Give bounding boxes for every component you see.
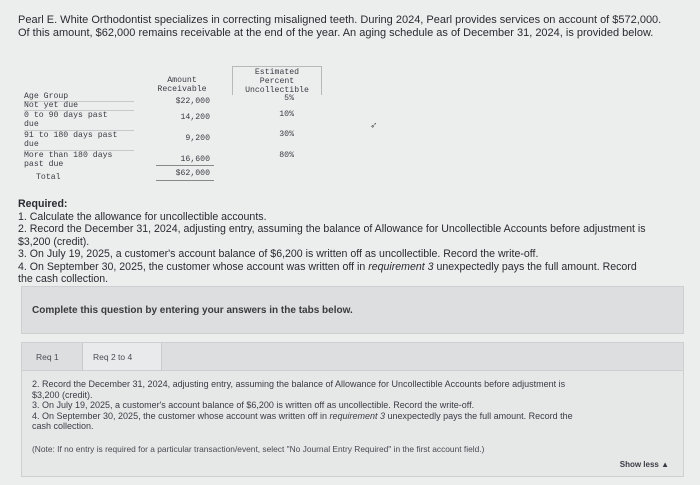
total-label: Total (36, 173, 61, 182)
row-label: 91 to 180 days past due (24, 131, 118, 149)
tab-content (21, 370, 684, 477)
total-amount: $62,000 (175, 169, 210, 178)
tab-req-1[interactable]: Req 1 (26, 343, 86, 371)
tab-content-text: 2. Record the December 31, 2024, adjusting entry, assuming the balance of Allowance for Uncollectible Accounts before adjustment is $3,200 (credit). 3. On July 19, 2025, a customer's account balance of $6,200 is written off as uncollectible. Record the write-off. 4. On September 30, 2025, the customer whose account was written off in requirement 3 unexpectedly pays the full amount. Record the cash collection. (32, 379, 573, 432)
required-item-4: 4. On September 30, 2025, the customer whose account was written off in requirement 3 unexpectedly pays the full amount. Record (18, 260, 637, 273)
mouse-cursor-icon: ➶ (370, 120, 378, 130)
row-percent: 80% (279, 151, 294, 160)
aging-schedule-table (24, 58, 324, 188)
instructions-text: Complete this question by entering your answers in the tabs below. (32, 305, 353, 316)
row-label: More than 180 days past due (24, 151, 113, 169)
row-label: 0 to 90 days past due (24, 111, 108, 129)
row-amount: 9,200 (185, 134, 210, 143)
required-item-1: 1. Calculate the allowance for uncollectible accounts. (18, 210, 267, 223)
instructions-panel (21, 286, 684, 334)
row-percent: 30% (279, 130, 294, 139)
tab-req-2-to-4[interactable]: Req 2 to 4 (82, 343, 162, 371)
required-section (18, 198, 683, 286)
required-item-2: 2. Record the December 31, 2024, adjusting entry, assuming the balance of Allowance for Uncollectible Accounts before adjustment is (18, 223, 646, 235)
total-rule (156, 180, 214, 181)
age-group-header: Age Group (24, 92, 69, 101)
intro-line-1: Pearl E. White Orthodontist specializes in correcting misaligned teeth. During 2024, Pearl provides services on account of $572,000. (18, 14, 662, 26)
row-amount: $22,000 (175, 97, 210, 106)
requirement-tabs (21, 342, 684, 371)
required-item-2-cont: $3,200 (credit). (18, 235, 90, 248)
problem-intro (18, 14, 678, 40)
required-item-4-cont: the cash collection. (18, 273, 109, 285)
required-title: Required: (18, 198, 68, 210)
row-percent: 10% (279, 110, 294, 119)
intro-line-2: Of this amount, $62,000 remains receivable at the end of the year. An aging schedule as of December 31, 2024, is provided below. (18, 27, 654, 39)
required-item-3: 3. On July 19, 2025, a customer's account balance of $6,200 is written off as uncollectible. Record the write-off. (18, 248, 539, 260)
total-rule (156, 165, 214, 166)
row-percent: 5% (284, 94, 294, 103)
estimated-percent-header: Estimated Percent Uncollectible (232, 66, 322, 95)
amount-receivable-header: Amount Receivable (157, 76, 207, 94)
row-amount: 16,600 (180, 155, 210, 164)
row-amount: 14,200 (180, 113, 210, 122)
journal-entry-note: (Note: If no entry is required for a particular transaction/event, select "No Journal Entry Required" in the first account field.) (32, 444, 485, 454)
row-label: Not yet due (24, 101, 79, 110)
show-less-link[interactable]: Show less ▲ (619, 460, 669, 469)
